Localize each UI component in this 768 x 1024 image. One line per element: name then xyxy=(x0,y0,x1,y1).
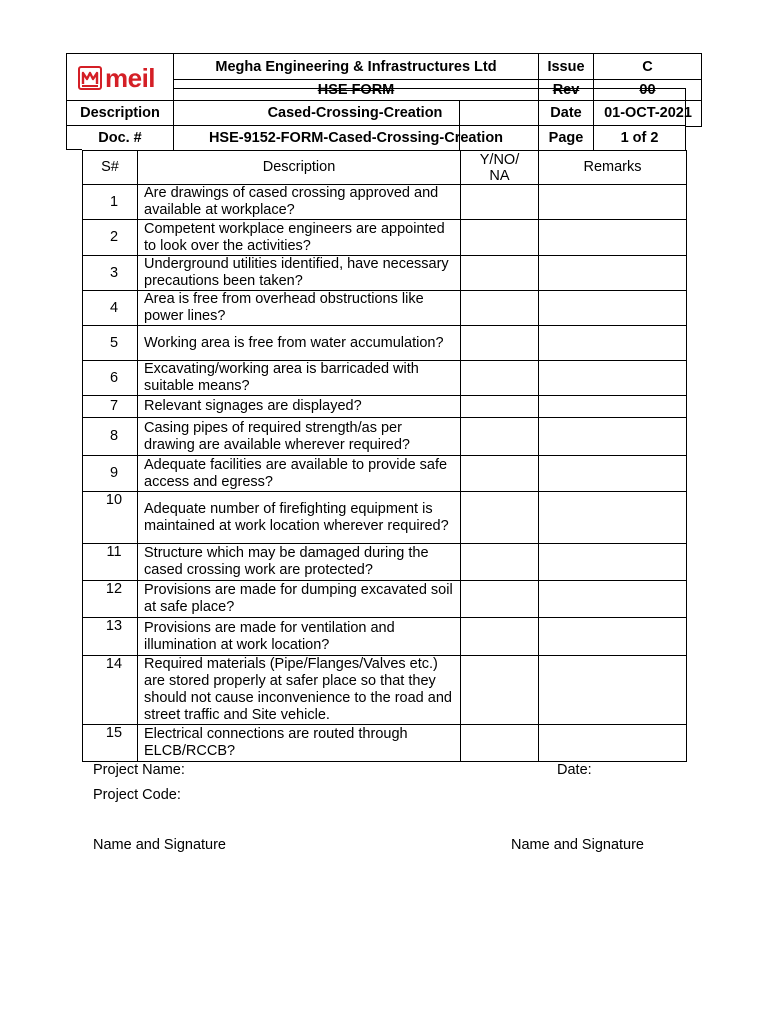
col-header-description: Description xyxy=(138,151,461,185)
project-name-label: Project Name: xyxy=(93,762,185,778)
row-yes-no-na-cell[interactable] xyxy=(461,544,539,581)
table-row xyxy=(83,456,687,492)
checklist-body xyxy=(83,185,687,762)
issue-label: Issue xyxy=(547,58,585,75)
date-value: 01-OCT-2021 xyxy=(604,105,692,121)
header-right-border xyxy=(701,53,702,126)
row-number: 15 xyxy=(83,725,138,762)
page-label: Page xyxy=(548,129,584,146)
row-number: 2 xyxy=(83,220,138,256)
row-description: Relevant signages are displayed? xyxy=(138,396,461,418)
row-number: 13 xyxy=(83,618,138,656)
row-remarks-cell[interactable] xyxy=(539,544,687,581)
table-row xyxy=(83,220,687,256)
row-yes-no-na-cell[interactable] xyxy=(461,725,539,762)
row-number: 14 xyxy=(83,656,138,725)
row-number: 12 xyxy=(83,581,138,618)
row-description: Provisions are made for dumping excavated soil at safe place? xyxy=(138,581,461,618)
row-remarks-cell[interactable] xyxy=(539,326,687,361)
table-row xyxy=(83,291,687,326)
row-yes-no-na-cell[interactable] xyxy=(461,185,539,220)
row-yes-no-na-cell[interactable] xyxy=(461,581,539,618)
row-yes-no-na-cell[interactable] xyxy=(461,418,539,456)
row-number: 9 xyxy=(83,456,138,492)
row-yes-no-na-cell[interactable] xyxy=(461,456,539,492)
rev-label: Rev xyxy=(552,81,580,98)
row-yes-no-na-cell[interactable] xyxy=(461,618,539,656)
row-yes-no-na-cell[interactable] xyxy=(461,396,539,418)
page-value: 1 of 2 xyxy=(620,129,659,146)
row-description: Structure which may be damaged during the cased crossing work are protected? xyxy=(138,544,461,581)
project-code-label: Project Code: xyxy=(93,787,181,803)
row-remarks-cell[interactable] xyxy=(539,581,687,618)
row-remarks-cell[interactable] xyxy=(539,656,687,725)
row-description: Competent workplace engineers are appointed to look over the activities? xyxy=(138,220,461,256)
row-remarks-cell[interactable] xyxy=(539,725,687,762)
row-yes-no-na-cell[interactable] xyxy=(461,492,539,544)
table-row xyxy=(83,418,687,456)
table-row xyxy=(83,326,687,361)
row-remarks-cell[interactable] xyxy=(539,220,687,256)
doc-value: HSE-9152-FORM-Cased-Crossing-Creation xyxy=(208,129,504,146)
row-yes-no-na-cell[interactable] xyxy=(461,656,539,725)
col-header-sn: S# xyxy=(83,151,138,185)
row-description: Excavating/working area is barricaded with suitable means? xyxy=(138,361,461,396)
table-row xyxy=(83,581,687,618)
header-bottom-left xyxy=(66,149,82,150)
row-description: Underground utilities identified, have necessary precautions been taken? xyxy=(138,256,461,291)
table-row xyxy=(83,256,687,291)
row-number: 11 xyxy=(83,544,138,581)
row-number: 4 xyxy=(83,291,138,326)
row-description: Provisions are made for ventilation and illumination at work location? xyxy=(138,618,461,656)
row-number: 5 xyxy=(83,326,138,361)
rev-value: 00 xyxy=(639,81,656,98)
company-logo xyxy=(78,63,156,93)
row-remarks-cell[interactable] xyxy=(539,618,687,656)
description-label: Description xyxy=(80,105,160,121)
row-yes-no-na-cell[interactable] xyxy=(461,256,539,291)
checklist-table xyxy=(82,150,687,762)
row-remarks-cell[interactable] xyxy=(539,256,687,291)
row-number: 8 xyxy=(83,418,138,456)
row-number: 6 xyxy=(83,361,138,396)
logo-badge-icon xyxy=(78,66,102,90)
logo-wordmark: meil xyxy=(105,63,156,93)
col-header-remarks: Remarks xyxy=(539,151,687,185)
table-row xyxy=(83,185,687,220)
doc-label: Doc. # xyxy=(98,129,142,146)
row-description: Adequate facilities are available to provide safe access and egress? xyxy=(138,456,461,492)
row-yes-no-na-cell[interactable] xyxy=(461,361,539,396)
row-description: Adequate number of firefighting equipment is maintained at work location wherever required? xyxy=(138,492,461,544)
row-description: Casing pipes of required strength/as per drawing are available wherever required? xyxy=(138,418,461,456)
date-field-label: Date: xyxy=(557,762,592,778)
row-description: Working area is free from water accumulation? xyxy=(138,326,461,361)
row-remarks-cell[interactable] xyxy=(539,396,687,418)
company-name: Megha Engineering & Infrastructures Ltd xyxy=(215,58,497,75)
table-row xyxy=(83,618,687,656)
date-label: Date xyxy=(550,105,582,121)
row-remarks-cell[interactable] xyxy=(539,418,687,456)
description-value: Cased-Crossing-Creation xyxy=(267,105,443,121)
row-number: 1 xyxy=(83,185,138,220)
row-remarks-cell[interactable] xyxy=(539,185,687,220)
row-remarks-cell[interactable] xyxy=(539,456,687,492)
table-header-row xyxy=(83,151,687,185)
table-row xyxy=(83,725,687,762)
row-yes-no-na-cell[interactable] xyxy=(461,291,539,326)
table-row xyxy=(83,656,687,725)
row-remarks-cell[interactable] xyxy=(539,361,687,396)
col-header-yes-no-na xyxy=(461,151,539,185)
row-yes-no-na-cell[interactable] xyxy=(461,220,539,256)
row-yes-no-na-cell[interactable] xyxy=(461,326,539,361)
table-row xyxy=(83,544,687,581)
row-number: 10 xyxy=(83,492,138,544)
row-description: Electrical connections are routed through ELCB/RCCB? xyxy=(138,725,461,762)
table-row xyxy=(83,396,687,418)
signature-right-label: Name and Signature xyxy=(511,837,644,853)
signature-left-label: Name and Signature xyxy=(93,837,226,853)
col-header-yes-no-na-text: Y/NO/ NA xyxy=(479,151,520,184)
row-number: 7 xyxy=(83,396,138,418)
row-description: Required materials (Pipe/Flanges/Valves etc.) are stored properly at safer place so that they should not cause inconvenience to the road and street traffic and Site vehicle. xyxy=(138,656,461,725)
header-bottom-right-step xyxy=(685,126,702,127)
row-description: Area is free from overhead obstructions like power lines? xyxy=(138,291,461,326)
table-row xyxy=(83,361,687,396)
issue-value: C xyxy=(642,58,653,75)
form-type: HSE FORM xyxy=(317,81,395,98)
table-row xyxy=(83,492,687,544)
row-remarks-cell[interactable] xyxy=(539,291,687,326)
row-remarks-cell[interactable] xyxy=(539,492,687,544)
row-number: 3 xyxy=(83,256,138,291)
row-description: Are drawings of cased crossing approved and available at workplace? xyxy=(138,185,461,220)
